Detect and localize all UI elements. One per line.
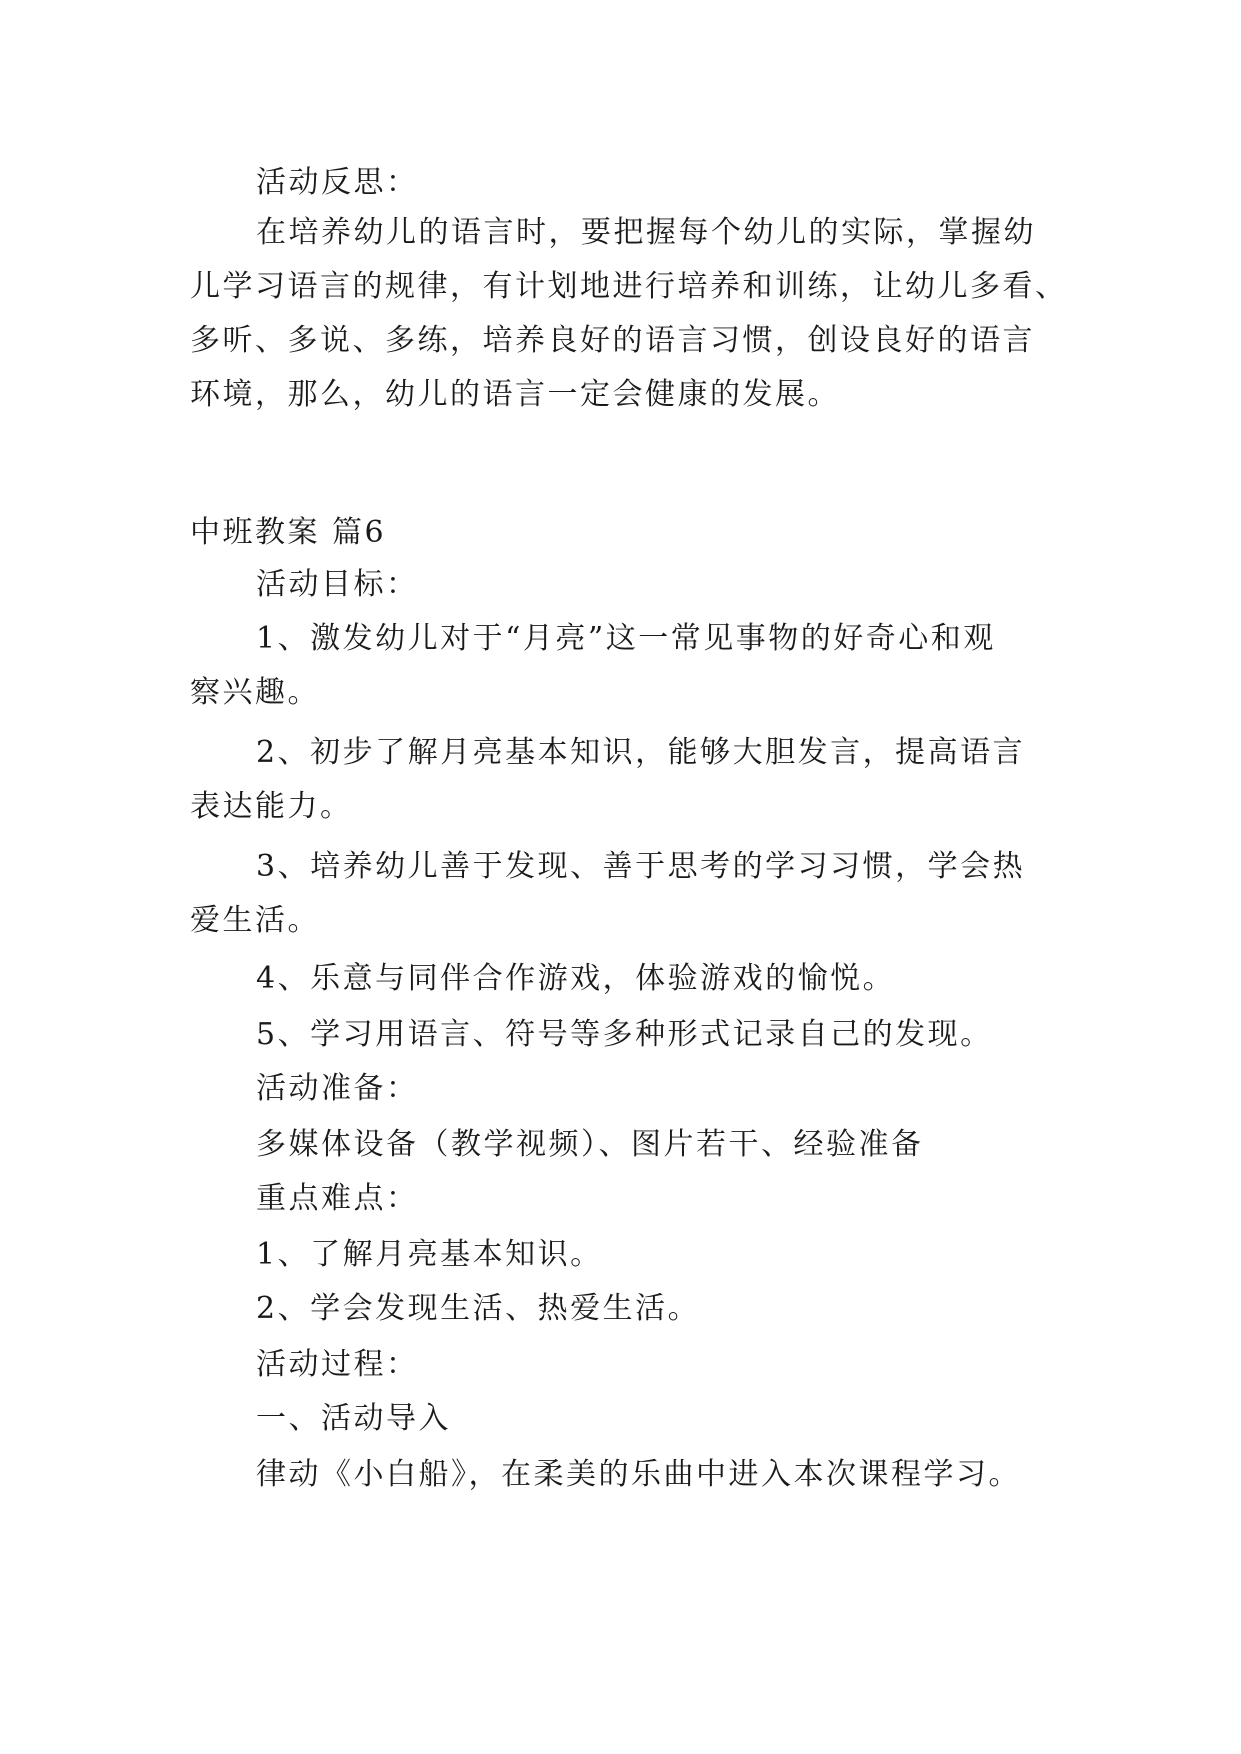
reflection-heading: 活动反思： <box>256 165 419 200</box>
reflection-paragraph-line: 儿学习语言的规律，有计划地进行培养和训练，让幼儿多看、 <box>190 269 1068 304</box>
process-step-text: 律动《小白船》，在柔美的乐曲中进入本次课程学习。 <box>256 1457 1021 1492</box>
section-title: 中班教案 篇6 <box>190 515 387 550</box>
reflection-paragraph-line: 在培养幼儿的语言时，要把握每个幼儿的实际，掌握幼 <box>256 215 1036 250</box>
goal-item: 4、乐意与同伴合作游戏，体验游戏的愉悦。 <box>256 961 896 996</box>
goal-item: 3、培养幼儿善于发现、善于思考的学习习惯，学会热 <box>256 849 1026 884</box>
goal-item-continuation: 表达能力。 <box>190 789 353 824</box>
goals-heading: 活动目标： <box>256 567 419 602</box>
key-point-item: 1、了解月亮基本知识。 <box>256 1237 603 1272</box>
process-heading: 活动过程： <box>256 1347 419 1382</box>
process-step-title: 一、活动导入 <box>256 1401 451 1436</box>
goal-item: 5、学习用语言、符号等多种形式记录自己的发现。 <box>256 1017 993 1052</box>
reflection-paragraph-line: 多听、多说、多练，培养良好的语言习惯，创设良好的语言 <box>190 323 1035 358</box>
goal-item: 2、初步了解月亮基本知识，能够大胆发言，提高语言 <box>256 735 1026 770</box>
goal-item-continuation: 爱生活。 <box>190 903 320 938</box>
prep-heading: 活动准备： <box>256 1071 419 1106</box>
key-point-item: 2、学会发现生活、热爱生活。 <box>256 1291 701 1326</box>
prep-text: 多媒体设备（教学视频）、图片若干、经验准备 <box>256 1127 924 1162</box>
key-points-heading: 重点难点： <box>256 1181 419 1216</box>
reflection-paragraph-line: 环境，那么，幼儿的语言一定会健康的发展。 <box>190 377 840 412</box>
goal-item-continuation: 察兴趣。 <box>190 675 320 710</box>
goal-item: 1、激发幼儿对于“月亮”这一常见事物的好奇心和观 <box>256 621 996 656</box>
